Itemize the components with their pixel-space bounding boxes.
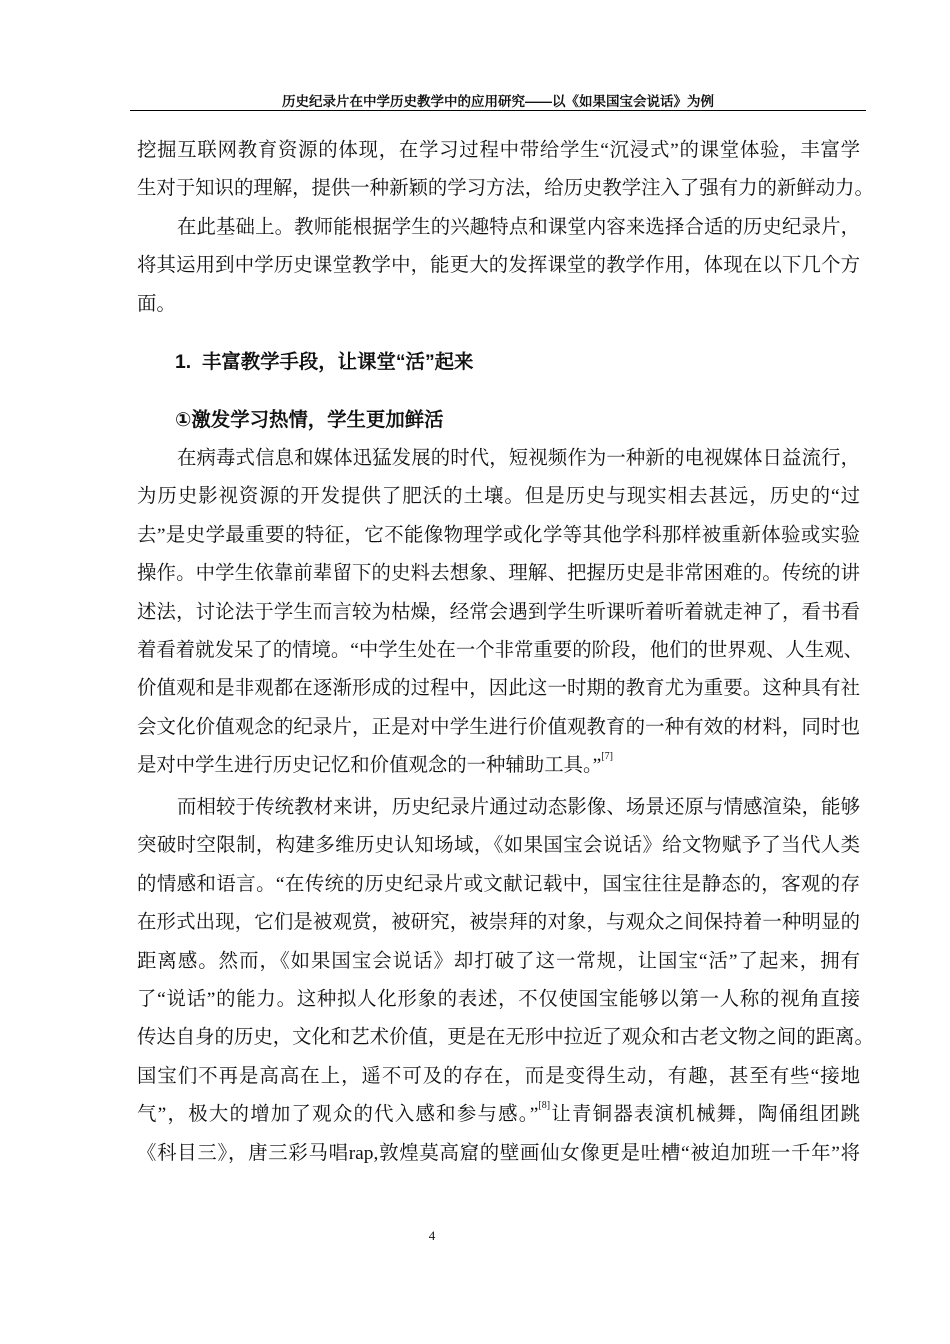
text-line: 挖掘互联网教育资源的体现，在学习过程中带给学生“沉浸式”的课堂体验，丰富学 (137, 140, 860, 161)
heading-text: 丰富教学手段，让课堂“活”起来 (201, 351, 474, 373)
text-line (137, 1096, 860, 1134)
citation: [8] (538, 1100, 551, 1112)
paragraph-3 (137, 440, 864, 786)
text-line: 了“说话”的能力。这种拟人化形象的表述，不仅使国宝能够以第一人称的视角直接 (137, 988, 860, 1010)
citation: [7] (601, 751, 613, 763)
text-line: 《科目三》，唐三彩马唱rap,敦煌莫高窟的壁画仙女像更是吐槽“被迫加班一千年”将 (137, 1142, 860, 1164)
subheading-text: ①激发学习热情，学生更加鲜活 (175, 409, 444, 431)
header-divider (130, 110, 866, 111)
text-line: 传达自身的历史，文化和艺术价值，更是在无形中拉近了观众和古老文物之间的距离。 (137, 1027, 874, 1049)
text-line: 述法，讨论法于学生而言较为枯燥，经常会遇到学生听课听着听着就走神了，看书看 (137, 601, 860, 623)
paragraph-4 (137, 789, 874, 1173)
text-line: 会文化价值观念的纪录片，正是对中学生进行价值观教育的一种有效的材料，同时也 (137, 716, 860, 738)
text-line: 在形式出现，它们是被观赏，被研究，被崇拜的对象，与观众之间保持着一种明显的 (137, 912, 860, 934)
text-line: 突破时空限制，构建多维历史认知场域，《如果国宝会说话》给文物赋予了当代人类 (137, 835, 860, 857)
text-line: 面。 (137, 293, 176, 315)
text-line: 价值观和是非观都在逐渐形成的过程中，因此这一时期的教育尤为重要。这种具有社 (137, 678, 860, 700)
text-line: 距离感。然而，《如果国宝会说话》却打破了这一常规，让国宝“活”了起来，拥有 (137, 950, 860, 972)
text-segment: 气”，极大的增加了观众的代入感和参与感。” (137, 1104, 539, 1126)
running-header: 历史纪录片在中学历史教学中的应用研究——以《如果国宝会说话》为例 (282, 94, 714, 109)
text-line: 在病毒式信息和媒体迅猛发展的时代，短视频作为一种新的电视媒体日益流行， (177, 448, 860, 469)
text-line: 生对于知识的理解，提供一种新颖的学习方法，给历史教学注入了强有力的新鲜动力。 (137, 178, 874, 200)
text-line: 操作。中学生依靠前辈留下的史料去想象、理解、把握历史是非常困难的。传统的讲 (137, 563, 860, 585)
text-segment: 让青铜器表演机械舞，陶俑组团跳 (550, 1104, 861, 1126)
text-line: 去”是史学最重要的特征，它不能像物理学或化学等其他学科那样被重新体验或实验 (137, 524, 860, 546)
text-line: 将其运用到中学历史课堂教学中，能更大的发挥课堂的教学作用，体现在以下几个方 (137, 255, 860, 277)
paragraph-1 (137, 132, 874, 209)
subsection-heading (175, 401, 775, 439)
section-heading (175, 343, 775, 381)
text-line (137, 747, 860, 785)
text-line: 为历史影视资源的开发提供了肥沃的土壤。但是历史与现实相去甚远，历史的“过 (137, 486, 860, 508)
text-line: 着看着就发呆了的情境。“中学生处在一个非常重要的阶段，他们的世界观、人生观、 (137, 639, 864, 661)
text-line: 的情感和语言。“在传统的历史纪录片或文献记载中，国宝往往是静态的，客观的存 (137, 873, 860, 895)
heading-number: 1. (175, 351, 192, 373)
text-line: 在此基础上。教师能根据学生的兴趣特点和课堂内容来选择合适的历史纪录片， (177, 217, 860, 238)
paragraph-2 (137, 209, 860, 324)
text-line: 国宝们不再是高高在上，遥不可及的存在，而是变得生动，有趣，甚至有些“接地 (137, 1065, 860, 1087)
text-segment: 是对中学生进行历史记忆和价值观念的一种辅助工具。” (137, 755, 602, 777)
text-line: 而相较于传统教材来讲，历史纪录片通过动态影像、场景还原与情感渲染，能够 (177, 797, 860, 818)
page-number: 4 (428, 1228, 436, 1243)
